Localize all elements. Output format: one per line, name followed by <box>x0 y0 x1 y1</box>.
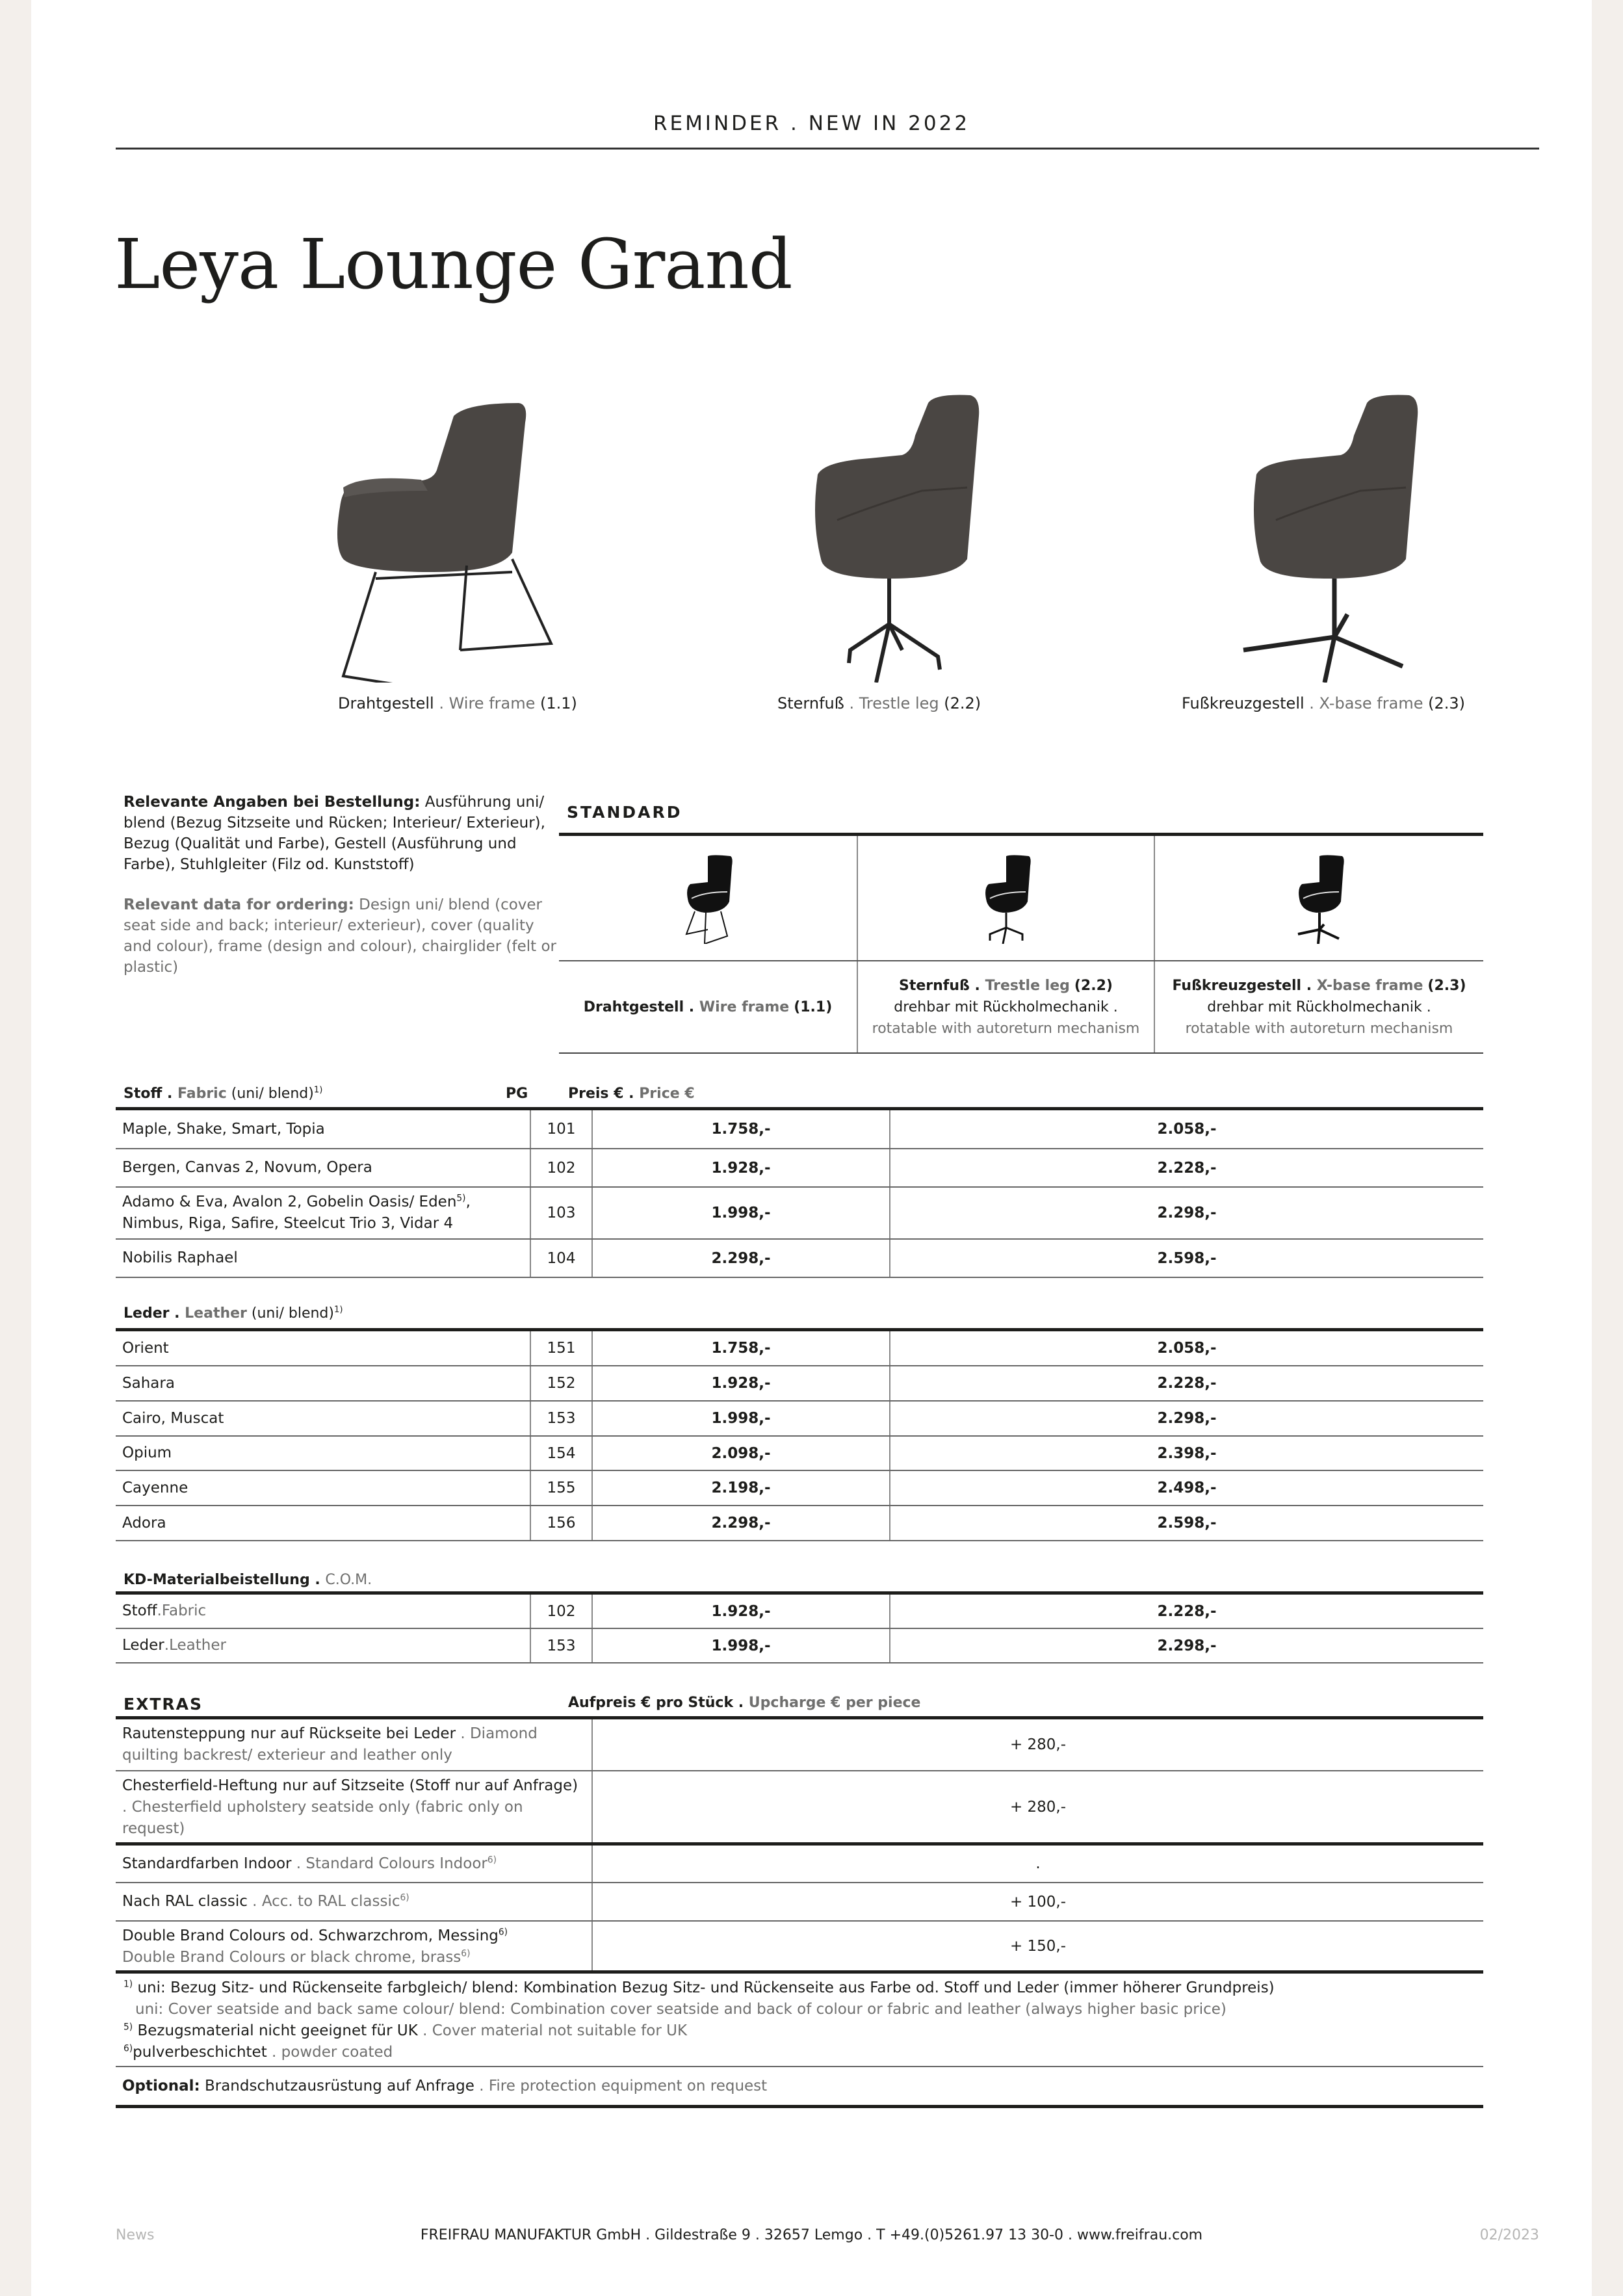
table-row: Cayenne 155 2.198,- 2.498,- <box>116 1471 1483 1506</box>
table-row: Double Brand Colours od. Schwarzchrom, Messing$^{6)}$ Double Brand Colours or black chrome, brass$^{6)}$ + 150,- <box>116 1922 1483 1974</box>
footer-date: 02/2023 <box>1479 2227 1539 2243</box>
wire-frame-chair-photo <box>304 377 629 683</box>
table-row: Stoff . Fabric 102 1.928,- 2.228,- <box>116 1595 1483 1629</box>
ordering-info-en: Relevant data for ordering: Design uni/ blend (cover seat side and back; interieur/ exterieur), cover (quality and colour), frame (design and colour), chairglider (felt or plastic) <box>123 896 557 976</box>
com-price-table <box>116 1591 1483 1663</box>
footnotes: $^{1)}$ uni: Bezug Sitz- und Rückenseite farbgleich/ blend: Kombination Bezug Sitz- und Rückenseite aus Farbe od. Stoff und Leder (immer höherer Grundpreis) uni: Cover seatside and back same colour/ blend: Combination cover seatside and back of colour or fabric and leather (always higher basic price) $^{5)}$ Bezugsmaterial nicht geeignet für UK . Cover material not suitable for UK $^{6)}$pulverbeschichtet . powder coated <box>123 1977 1460 2063</box>
extras-table <box>116 1716 1483 1974</box>
table-row: Orient 151 1.758,- 2.058,- <box>116 1331 1483 1366</box>
wire-frame-chair-icon <box>559 836 857 960</box>
extras-heading: EXTRAS <box>123 1695 203 1714</box>
ordering-info-de: Relevante Angaben bei Bestellung: Ausführung uni/ blend (Bezug Sitzseite und Rücken; Interieur/ Exterieur), Bezug (Qualität und Farbe), Gestell (Ausführung und Farbe), Stuhlgleiter (Filz od. Kunststoff) <box>123 794 545 873</box>
standard-frames-table <box>559 833 1483 1054</box>
price-column-header: Preis € . Price € <box>568 1086 695 1102</box>
page-title: Leya Lounge Grand <box>114 224 792 304</box>
table-row: Leder . Leather 153 1.998,- 2.298,- <box>116 1629 1483 1663</box>
x-base-chair-photo <box>1211 377 1536 683</box>
table-row: Chesterfield-Heftung nur auf Sitzseite (Stoff nur auf Anfrage) . Chesterfield upholstery seatside only (fabric only on request) + 280,- <box>116 1771 1483 1846</box>
pg-column-header: PG <box>506 1086 528 1102</box>
trestle-leg-chair-icon <box>857 836 1154 960</box>
standard-col-trestle-leg: Sternfuß . Trestle leg (2.2) drehbar mit Rückholmechanik . rotatable with autoreturn mechanism <box>857 961 1154 1052</box>
standard-col-wire-frame: Drahtgestell . Wire frame (1.1) <box>583 998 833 1015</box>
footnote-5: $^{5)}$ Bezugsmaterial nicht geeignet für UK . Cover material not suitable for UK <box>123 2022 688 2039</box>
fabric-section-heading: Stoff . Fabric (uni/ blend)$^{1)}$ <box>123 1085 323 1102</box>
footnote-6: $^{6)}$pulverbeschichtet . powder coated <box>123 2043 393 2061</box>
leather-price-table <box>116 1328 1483 1541</box>
footnote-1: $^{1)}$ uni: Bezug Sitz- und Rückenseite farbgleich/ blend: Kombination Bezug Sitz- und Rückenseite aus Farbe od. Stoff und Leder (immer höherer Grundpreis) <box>123 1979 1275 1996</box>
photo-caption-wire-frame: Drahtgestell . Wire frame (1.1) <box>338 694 577 712</box>
table-row: Adamo & Eva, Avalon 2, Gobelin Oasis/ Eden$^{5)}$, Nimbus, Riga, Safire, Steelcut Trio 3, Vidar 4 103 1.998,- 2.298,- <box>116 1188 1483 1240</box>
upcharge-column-header: Aufpreis € pro Stück . Upcharge € per piece <box>568 1695 921 1711</box>
table-row: Nach RAL classic . Acc. to RAL classic$^{6)}$ + 100,- <box>116 1883 1483 1922</box>
photo-caption-trestle-leg: Sternfuß . Trestle leg (2.2) <box>777 694 981 712</box>
table-row: Opium 154 2.098,- 2.398,- <box>116 1437 1483 1471</box>
table-row: Maple, Shake, Smart, Topia 101 1.758,- 2.058,- <box>116 1110 1483 1149</box>
table-row: Standardfarben Indoor . Standard Colours Indoor$^{6)}$ . <box>116 1846 1483 1883</box>
fabric-price-table <box>116 1107 1483 1278</box>
optional-note: Optional: Brandschutzausrüstung auf Anfrage . Fire protection equipment on request <box>116 2066 1483 2108</box>
table-row: Sahara 152 1.928,- 2.228,- <box>116 1366 1483 1402</box>
footer-section-label: News <box>116 2227 155 2243</box>
ordering-info <box>123 792 565 978</box>
table-row: Cairo, Muscat 153 1.998,- 2.298,- <box>116 1402 1483 1437</box>
trestle-leg-chair-photo <box>772 377 1097 683</box>
photo-caption-x-base: Fußkreuzgestell . X-base frame (2.3) <box>1182 694 1466 712</box>
header-rule <box>116 148 1539 150</box>
leather-section-heading: Leder . Leather (uni/ blend)$^{1)}$ <box>123 1305 343 1322</box>
price-list-page <box>31 0 1592 2296</box>
com-section-heading: KD-Materialbeistellung . C.O.M. <box>123 1572 372 1588</box>
standard-label: STANDARD <box>567 803 682 822</box>
x-base-chair-icon <box>1154 836 1483 960</box>
footer-company-address: FREIFRAU MANUFAKTUR GmbH . Gildestraße 9 . 32657 Lemgo . T +49.(0)5261.97 13 30-0 . www.freifrau.com <box>420 2227 1203 2243</box>
table-row: Nobilis Raphael 104 2.298,- 2.598,- <box>116 1240 1483 1278</box>
table-row: Bergen, Canvas 2, Novum, Opera 102 1.928,- 2.228,- <box>116 1149 1483 1188</box>
table-row: Rautensteppung nur auf Rückseite bei Leder . Diamond quilting backrest/ exterieur and leather only + 280,- <box>116 1719 1483 1771</box>
running-head: REMINDER . NEW IN 2022 <box>653 112 970 135</box>
table-row: Adora 156 2.298,- 2.598,- <box>116 1506 1483 1541</box>
standard-col-x-base: Fußkreuzgestell . X-base frame (2.3) drehbar mit Rückholmechanik . rotatable with autoreturn mechanism <box>1154 961 1483 1052</box>
